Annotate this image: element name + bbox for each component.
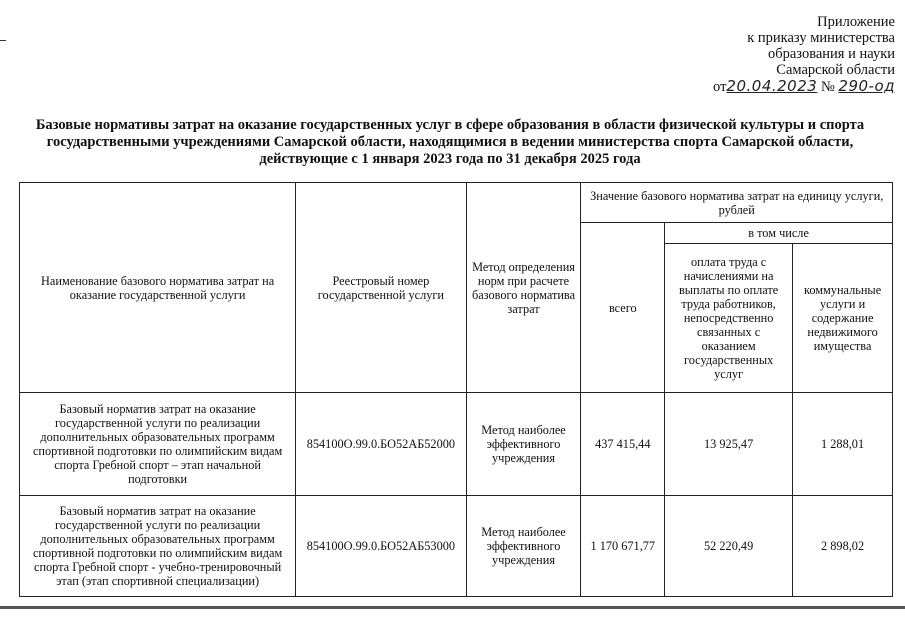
cell-method: Метод наиболее эффективного учреждения [466,496,581,597]
title-line-3: действующие с 1 января 2023 года по 31 декабря 2025 года [259,151,641,167]
table-row [20,496,893,597]
title-line-2: государственными учреждениями Самарской области, находящимися в ведении министерства спорта Самарской области, [46,134,854,150]
header-including: в том числе [665,223,893,244]
cell-total: 437 415,44 [581,393,665,496]
order-date-prefix: от [713,79,727,95]
order-number-prefix: № [820,79,835,95]
order-number: 290-од [838,77,895,95]
cell-utilities: 2 898,02 [793,496,893,597]
header-method: Метод определения норм при расчете базового норматива затрат [466,183,581,393]
header-value-group: Значение базового норматива затрат на единицу услуги, рублей [581,183,893,223]
order-reference [640,78,895,95]
norms-table [19,182,893,597]
header-utilities: коммунальные услуги и содержание недвижимого имущества [793,244,893,393]
cell-payroll: 52 220,49 [665,496,793,597]
appendix-line-region: Самарской области [776,62,895,78]
cell-registry: 854100О.99.0.БО52АБ53000 [296,496,466,597]
header-name: Наименование базового норматива затрат на оказание государственной услуги [20,183,296,393]
cell-total: 1 170 671,77 [581,496,665,597]
header-payroll: оплата труда с начислениями на выплаты по оплате труда работников, непосредственно связанных с оказанием государственных услуг [665,244,793,393]
table-row [20,393,893,496]
header-total: всего [581,223,665,393]
title-line-1: Базовые нормативы затрат на оказание государственных услуг в сфере образования в области физической культуры и спорта [35,117,865,133]
page-bottom-edge [0,606,905,609]
appendix-title: Приложение [817,14,895,30]
appendix-line-ministry: образования и науки [767,46,895,62]
cell-name: Базовый норматив затрат на оказание государственной услуги по реализации дополнительных образовательных программ спортивной подготовки по олимпийским видам спорта Гребной спорт - учебно-тренировочный этап (этап спортивной специализации) [20,496,296,597]
cell-registry: 854100О.99.0.БО52АБ52000 [296,393,466,496]
document-title [10,117,890,168]
cell-method: Метод наиболее эффективного учреждения [466,393,581,496]
header-registry: Реестровый номер государственной услуги [296,183,466,393]
scan-artifact-mark [0,40,6,41]
cell-name: Базовый норматив затрат на оказание государственной услуги по реализации дополнительных образовательных программ спортивной подготовки по олимпийским видам спорта Гребной спорт – этап начальной подготовки [20,393,296,496]
appendix-block [640,14,895,95]
cell-utilities: 1 288,01 [793,393,893,496]
table-header-row [20,183,893,223]
cell-payroll: 13 925,47 [665,393,793,496]
appendix-line-order: к приказу министерства [747,30,895,46]
order-date: 20.04.2023 [726,77,818,95]
